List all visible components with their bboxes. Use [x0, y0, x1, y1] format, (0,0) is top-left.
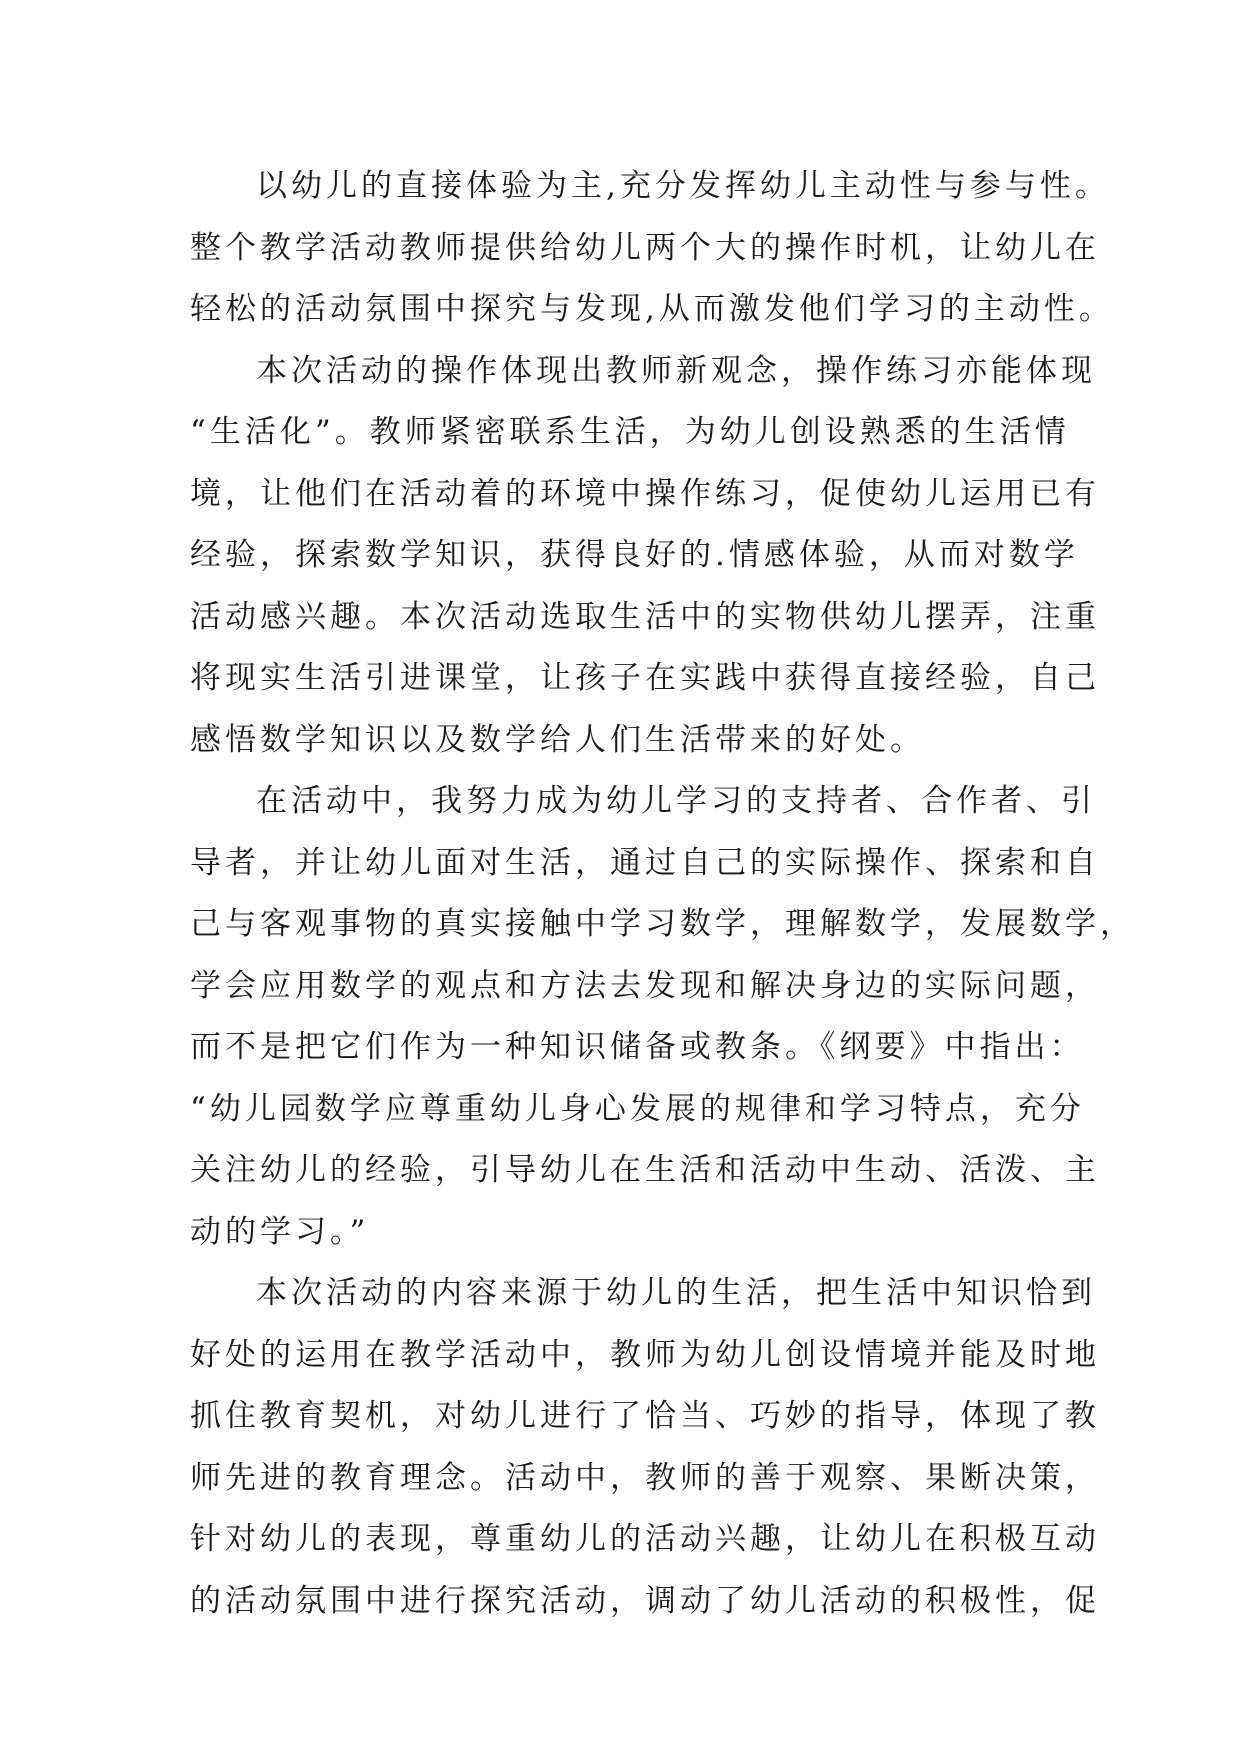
paragraph-line: 以幼儿的直接体验为主,充分发挥幼儿主动性与参与性。: [256, 168, 1110, 204]
paragraph-line: 在活动中，我努力成为幼儿学习的支持者、合作者、引: [256, 783, 1096, 819]
paragraph-line: “生活化”。教师紧密联系生活，为幼儿创设熟悉的生活情: [190, 414, 1070, 450]
paragraph-line: 己与客观事物的真实接触中学习数学，理解数学，发展数学，: [190, 906, 1135, 942]
paragraph-line: 好处的运用在教学活动中，教师为幼儿创设情境并能及时地: [190, 1336, 1100, 1373]
paragraph-line: 将现实生活引进课堂，让孩子在实践中获得直接经验，自己: [190, 660, 1100, 696]
paragraph-line: 抓住教育契机，对幼儿进行了恰当、巧妙的指导，体现了教: [190, 1398, 1100, 1434]
paragraph-line: “幼儿园数学应尊重幼儿身心发展的规律和学习特点，充分: [190, 1090, 1085, 1127]
paragraph-line: 关注幼儿的经验，引导幼儿在生活和活动中生动、活泼、主: [190, 1152, 1100, 1188]
paragraph-line: 整个教学活动教师提供给幼儿两个大的操作时机，让幼儿在: [190, 229, 1100, 266]
paragraph-line: 的活动氛围中进行探究活动，调动了幼儿活动的积极性，促: [190, 1582, 1100, 1619]
paragraph-line: 导者，并让幼儿面对生活，通过自己的实际操作、探索和自: [190, 844, 1100, 881]
paragraph-line: 活动感兴趣。本次活动选取生活中的实物供幼儿摆弄，注重: [190, 598, 1100, 635]
body-text: [190, 156, 1135, 1632]
paragraph-line: 学会应用数学的观点和方法去发现和解决身边的实际问题，: [190, 967, 1100, 1004]
paragraph-line: 经验，探索数学知识，获得良好的.情感体验，从而对数学: [190, 537, 1079, 573]
paragraph-line: 境，让他们在活动着的环境中操作练习，促使幼儿运用已有: [190, 475, 1100, 512]
paragraph-line: 而不是把它们作为一种知识储备或教条。《纲要》中指出：: [190, 1029, 1085, 1065]
paragraph-line: 动的学习。”: [190, 1213, 370, 1250]
paragraph-line: 感悟数学知识以及数学给人们生活带来的好处。: [190, 721, 925, 758]
paragraph-line: 本次活动的操作体现出教师新观念，操作练习亦能体现: [256, 352, 1096, 389]
paragraph-line: 针对幼儿的表现，尊重幼儿的活动兴趣，让幼儿在积极互动: [190, 1521, 1100, 1557]
paragraph-line: 本次活动的内容来源于幼儿的生活，把生活中知识恰到: [256, 1275, 1096, 1311]
paragraph-line: 轻松的活动氛围中探究与发现,从而激发他们学习的主动性。: [190, 291, 1114, 327]
paragraph-line: 师先进的教育理念。活动中，教师的善于观察、果断决策，: [190, 1459, 1100, 1496]
